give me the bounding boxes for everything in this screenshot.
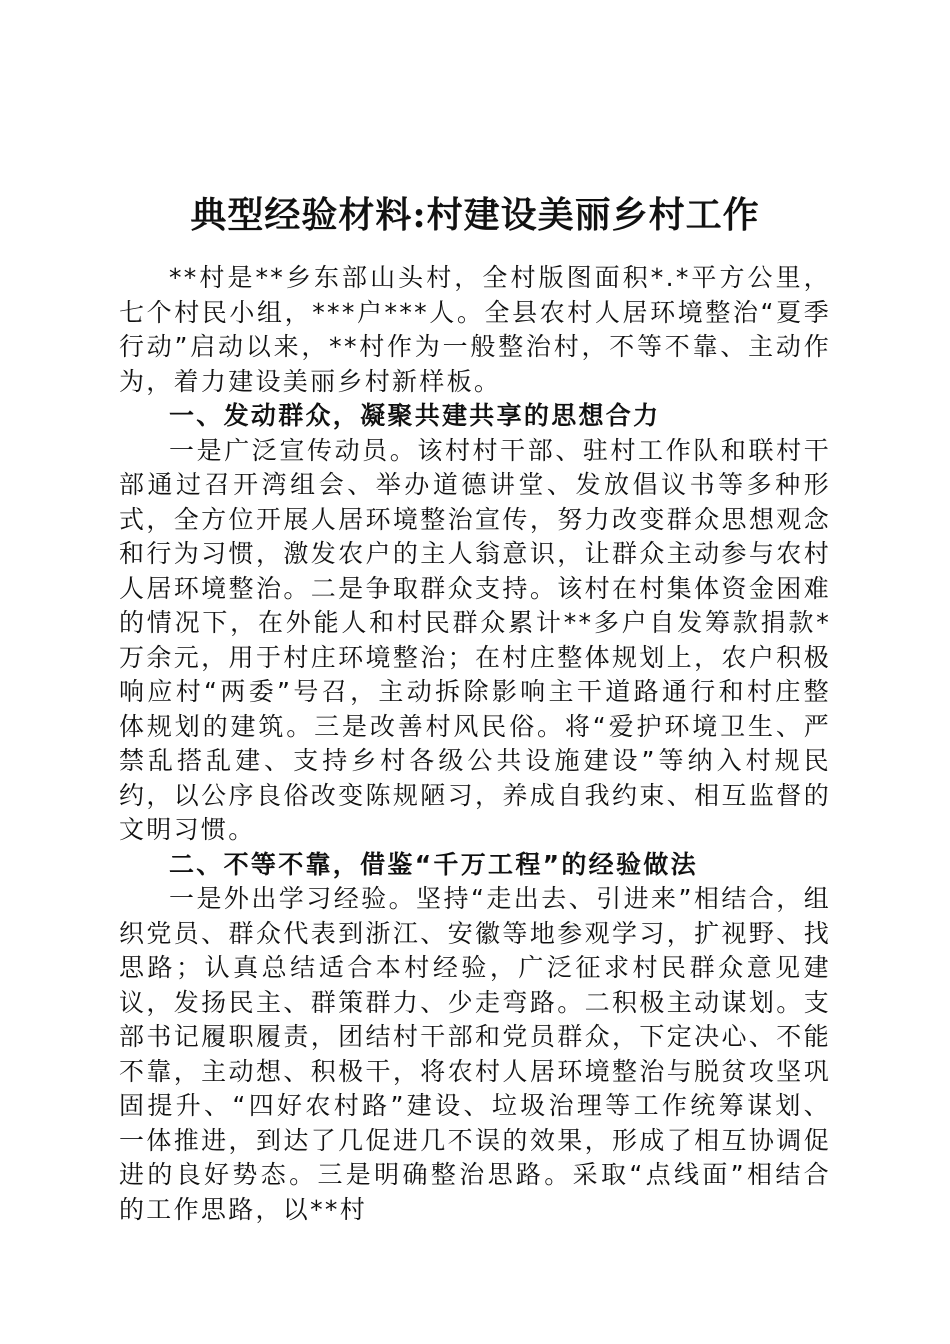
paragraph-section-2: 一是外出学习经验。坚持“走出去、引进来”相结合，组织党员、群众代表到浙江、安徽等地参观学习，扩视野、找思路；认真总结适合本村经验，广泛征求村民群众意见建议，发扬民主、群策群力、少走弯路。二积极主动谋划。支部书记履职履责，团结村干部和党员群众，下定决心、不能不靠，主动想、积极干，将农村人居环境整治与脱贫攻坚巩固提升、“四好农村路”建设、垃圾治理等工作统筹谋划、一体推进，到达了几促进几不误的效果，形成了相互协调促进的良好势态。三是明确整治思路。采取“点线面”相结合的工作思路，以**村 <box>119 884 831 1224</box>
paragraph-section-1: 一是广泛宣传动员。该村村干部、驻村工作队和联村干部通过召开湾组会、举办道德讲堂、发放倡议书等多种形式，全方位开展人居环境整治宣传，努力改变群众思想观念和行为习惯，激发农户的主人翁意识，让群众主动参与农村人居环境整治。二是争取群众支持。该村在村集体资金困难的情况下，在外能人和村民群众累计**多户自发筹款捐款*万余元，用于村庄环境整治；在村庄整体规划上，农户积极响应村“两委”号召，主动拆除影响主干道路通行和村庄整体规划的建筑。三是改善村风民俗。将“爱护环境卫生、严禁乱搭乱建、支持乡村各级公共设施建设”等纳入村规民约，以公序良俗改变陈规陋习，养成自我约束、相互监督的文明习惯。 <box>119 435 831 844</box>
section-heading-1: 一、发动群众，凝聚共建共享的思想合力 <box>169 401 661 430</box>
section-heading-2: 二、不等不靠，借鉴“千万工程”的经验做法 <box>169 849 698 879</box>
document-body <box>119 261 831 1227</box>
paragraph-intro: **村是**乡东部山头村，全村版图面积*.*平方公里，七个村民小组，***户***人。全县农村人居环境整治“夏季行动”启动以来，**村作为一般整治村，不等不靠、主动作为，着力建设美丽乡村新样板。 <box>119 263 831 396</box>
document-title: 典型经验材料:村建设美丽乡村工作 <box>190 194 760 236</box>
